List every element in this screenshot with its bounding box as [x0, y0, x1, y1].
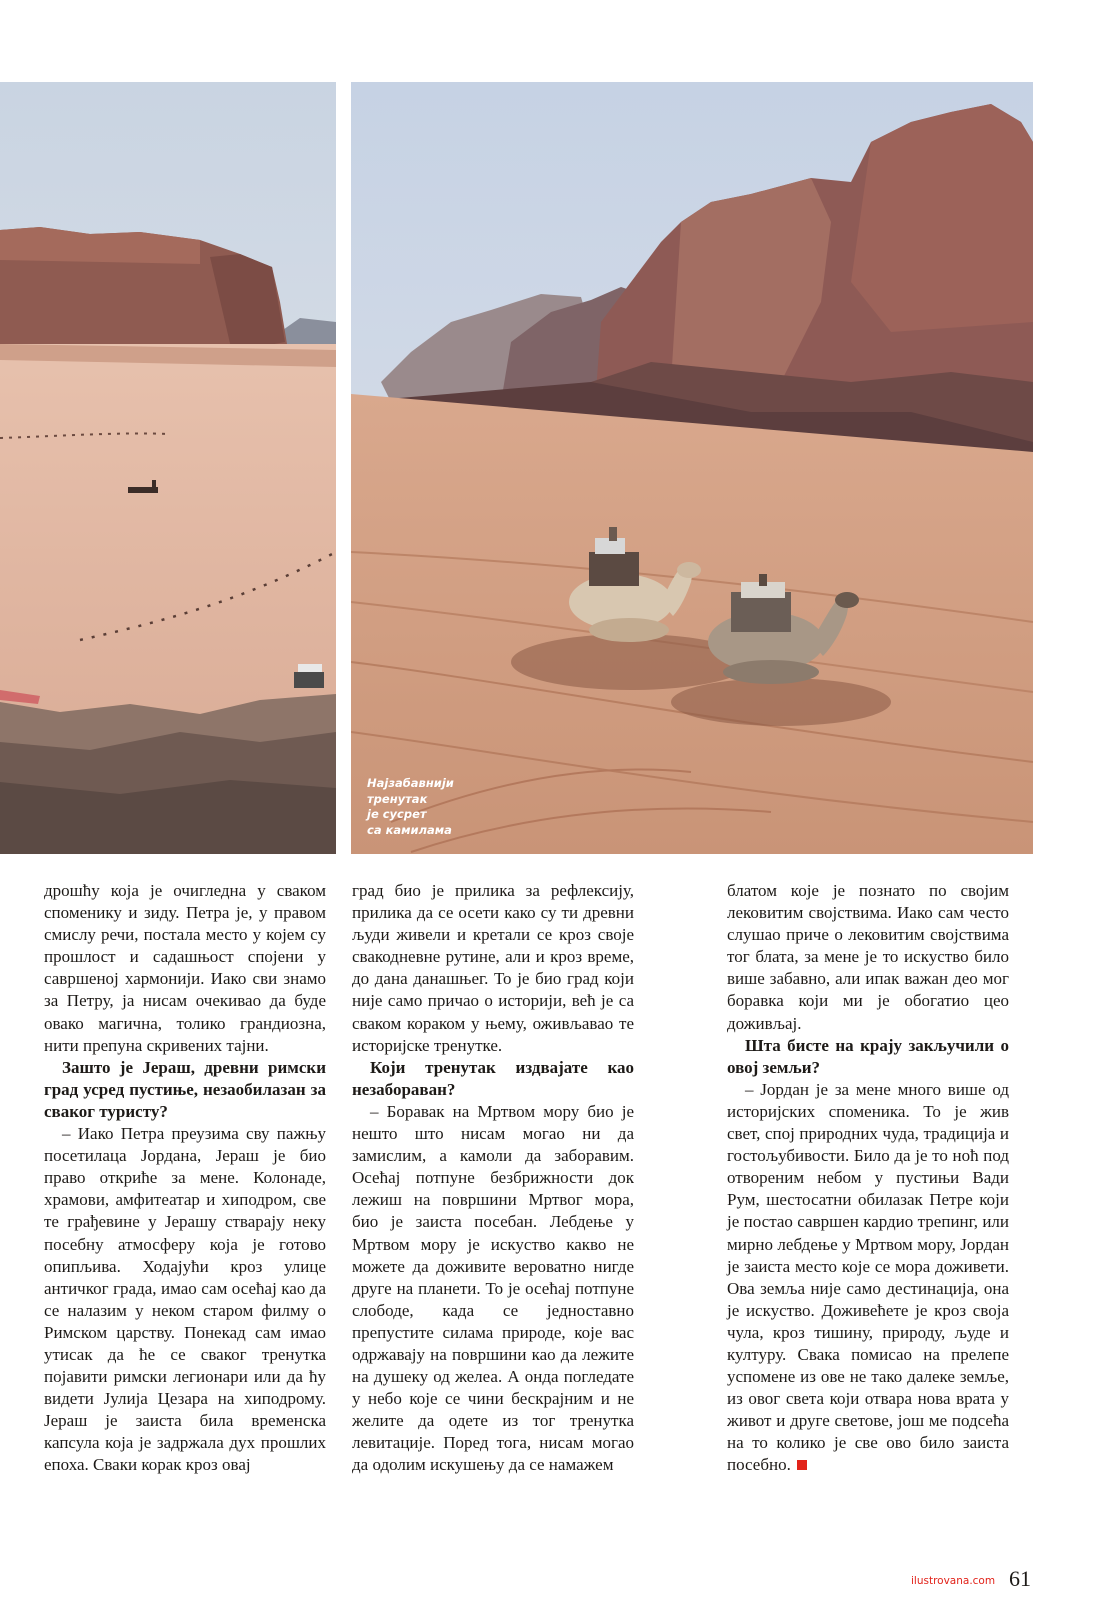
- paragraph: град био је прилика за рефлексију, прилика да се осети како су ти древни људи живели и кретали се кроз своје свакодневне рутине, али и кроз време, до дана данашњег. То је био град који није само причао о историји, већ је са сваком кораком у њему, оживљавао те историјске тренутке.: [352, 881, 634, 1055]
- interview-answer: – Иако Петра преузима сву пажњу посетилаца Јордана, Јераш је био право откриће за мене. Колонаде, храмови, амфитеатар и хиподром, све те грађевине у Јерашу стварају неку посебну атмосферу која је готово опипљива. Ходајући кроз улице античког града, имао сам осећај као да се налазим у неком старом филму о Римском царству. Понекад сам имао утисак да ће се сваког тренутка појавити римски легионари или да ћу видети Јулија Цезара на хиподрому. Јераш је заиста била временска капсула која је задржала дух прошлих епоха. Сваки корак кроз овај: [44, 1124, 326, 1475]
- interview-answer: – Боравак на Мртвом мору био је нешто што нисам могао ни да замислим, а камоли да заборавим. Осећај потпуне безбрижности док лежиш на површини Мртвог мора, био је заиста посебан. Лебдење у Мртвом мору је искуство какво не можете да доживите вероватно нигде друге на планети. То је осећај потпуне слободе, када се једноставно препустите силама природе, које вас одржавају на површини као да лежите на душеку од желеа. А онда погледате у небо које се чини бескрајним и не желите да одете из тог тренутка левитације. Поред тога, нисам могао да одолим искушењу да се намажем: [352, 1101, 634, 1475]
- photo-camels-wadi-rum: [351, 82, 1033, 854]
- page-number: 61: [1009, 1566, 1031, 1591]
- photo-desert-plain: [0, 82, 336, 854]
- interview-question: Шта бисте на крају закључили о овој земљи?: [727, 1035, 1009, 1077]
- paragraph: дрошћу која је очигледна у сваком споменику и зиду. Петра је, у правом смислу речи, постала место у којем су прошлост и садашњост спојени у савршеној хармонији. Иако сви знамо за Петру, ја нисам очекивао да буде овако магична, толико грандиозна, нити препуна скривених тајни.: [44, 881, 326, 1055]
- caption-line: са камилама: [367, 822, 452, 837]
- camels-illustration: [351, 82, 1033, 854]
- caption-line: Најзабавнији: [367, 776, 454, 790]
- answer-text: – Јордан је за мене много више од историјских споменика. То је жив свет, спој природних чуда, традиција и гостољубивости. Било да је то ноћ под отвореним небом у пустињи Вади Рум, шестосатни обилазак Петре који је постао савршен кардио трепинг, или мирно лебдење у Мртвом мору, Јордан је заиста место које се мора доживети. Ова земља није само дестинација, она је искуство. Доживећете је кроз своја чула, кроз тишину, природу, људе и културу. Свака помисао на прелепе успомене из ове не тако далеке земље, из овог света који отвара нова врата у живот и друге светове, још ме подсећа на то колико је све ово било заиста посебно.: [727, 1079, 1009, 1475]
- interview-answer: [727, 1079, 1009, 1477]
- site-link[interactable]: ilustrovana.com: [911, 1575, 996, 1587]
- photo-caption: [367, 776, 517, 838]
- desert-plain-illustration: [0, 82, 336, 854]
- end-mark-icon: [797, 1460, 807, 1470]
- interview-question: Који тренутак издвајате као незабораван?: [352, 1057, 634, 1099]
- interview-question: Зашто је Јераш, древни римски град усред пустиње, незаобилазан за сваког туристу?: [44, 1057, 326, 1121]
- caption-line: тренутак: [367, 791, 428, 806]
- paragraph: блатом које је познато по својим лековитим својствима. Иако сам често слушао приче о лековитим својствима тог блата, за мене је то искуство било више забавно, али ипак важан део мог боравка који ми је обогатио цео доживљај.: [727, 881, 1009, 1033]
- caption-line: је сусрет: [367, 807, 427, 821]
- article-column-3: [727, 880, 1009, 1477]
- article-column-2: [352, 880, 634, 1477]
- article-column-1: [44, 880, 326, 1477]
